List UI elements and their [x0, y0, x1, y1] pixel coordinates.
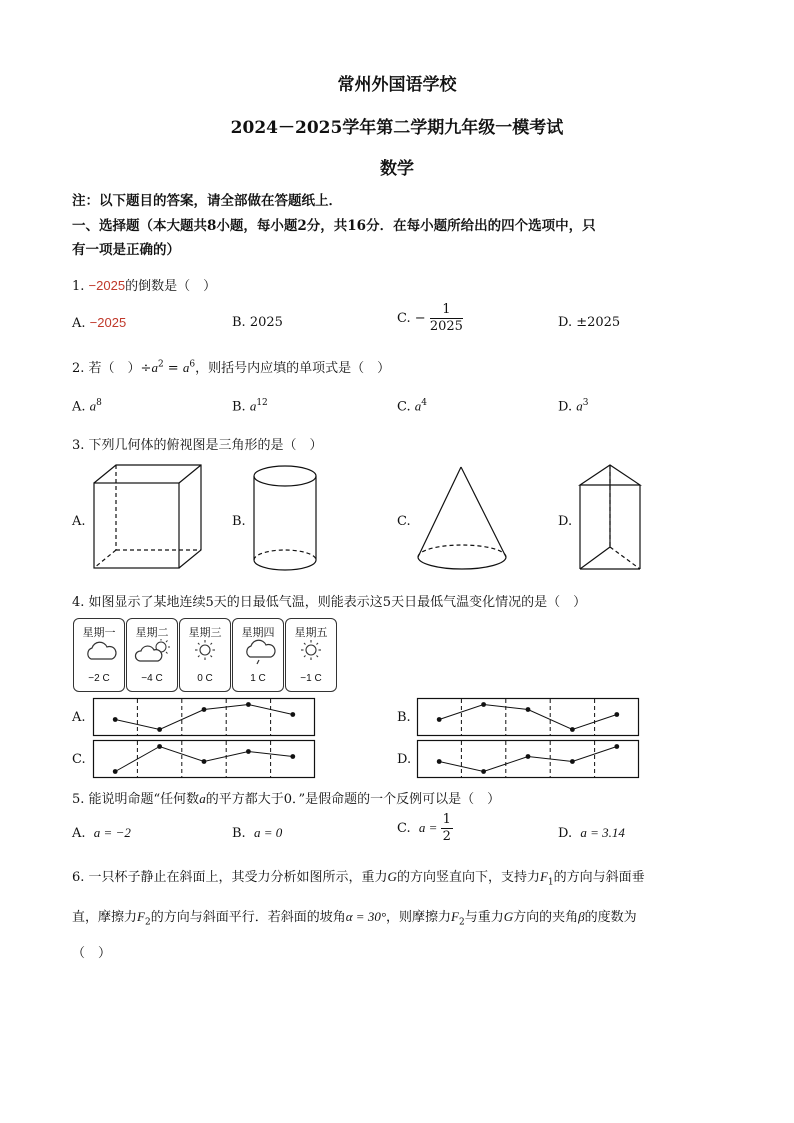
variable: a [151, 360, 158, 375]
temperature-point [246, 702, 251, 707]
denominator: 2025 [429, 319, 463, 334]
option-letter: A. [72, 399, 86, 415]
text: 的方向与斜面垂 [553, 870, 645, 885]
q3-option-b[interactable]: B. [232, 514, 246, 529]
exam-title: 2024－2025学年第二学期九年级一模考试 [230, 118, 564, 138]
text: 方向的夹角 [513, 910, 579, 925]
weekday-label: 星期一 [82, 626, 116, 639]
temperature-point [526, 754, 531, 759]
fraction [441, 812, 453, 845]
option-letter: C. [397, 311, 411, 326]
variable: α = 30° [345, 909, 387, 924]
variable: β [578, 909, 585, 924]
q2-option-b[interactable] [232, 398, 268, 414]
q2-option-a[interactable] [72, 398, 102, 414]
temperature: −4 C [141, 673, 163, 684]
question-4: 4. 如图显示了某地连续5天的日最低气温，则能表示这5天日最低气温变化情况的是（ ） [72, 595, 587, 610]
option-letter: C. [397, 399, 411, 415]
text: 的方向与斜面平行．若斜面的坡角 [150, 910, 346, 925]
weekday-label: 星期四 [241, 626, 275, 639]
temperature-point [437, 717, 442, 722]
school-name: 常州外国语学校 [337, 75, 457, 95]
q3-option-d[interactable]: D. [558, 514, 573, 529]
subscript: 2 [144, 917, 151, 928]
temperature-point [202, 759, 207, 764]
variable: F [539, 869, 548, 884]
notice: 注：以下题目的答案，请全部做在答题纸上． [72, 193, 342, 209]
question-5-stem: 5. 能说明命题“任何数 [72, 792, 200, 807]
q3-option-a[interactable]: A. [72, 514, 86, 529]
sun-icon [296, 639, 330, 663]
cloud-icon [84, 639, 118, 663]
q4-option-d[interactable]: D. [397, 752, 412, 767]
temperature: 0 C [197, 673, 213, 684]
temperature-point [481, 769, 486, 774]
q4-option-c[interactable]: C. [72, 752, 86, 767]
option-letter: A. [72, 826, 86, 841]
partly-sunny-icon [137, 639, 171, 663]
numerator: 1 [442, 812, 451, 827]
q3-option-c[interactable]: C. [397, 514, 411, 529]
option-value: a = −2 [93, 825, 131, 840]
question-2 [72, 357, 390, 376]
question-1-expression: −2025 [88, 278, 126, 293]
q4-option-a[interactable]: A. [72, 710, 86, 725]
temperature-point [113, 769, 118, 774]
variable: a [89, 398, 97, 414]
q4-option-b[interactable]: B. [397, 710, 411, 725]
variable: G [387, 869, 397, 884]
temperature-point [614, 744, 619, 749]
exponent: 8 [96, 398, 102, 408]
variable: F [137, 909, 145, 924]
weather-card-day4 [232, 618, 284, 692]
option-letter: C. [397, 821, 411, 836]
weather-card-day5 [285, 618, 337, 692]
exponent: 2 [157, 359, 164, 370]
option-value: −2025 [89, 315, 127, 330]
option-value: a = 0 [253, 825, 283, 840]
cone-figure [416, 465, 512, 573]
temperature-point [157, 744, 162, 749]
variable: G [503, 909, 514, 924]
chart-frame [94, 699, 315, 736]
temperature-line [439, 747, 617, 772]
text: 6. 一只杯子静止在斜面上，其受力分析如图所示，重力 [72, 870, 388, 885]
option-value: a = 3.14 [580, 825, 625, 840]
temperature: 1 C [250, 673, 266, 684]
fraction [430, 302, 463, 335]
subscript: 2 [458, 917, 465, 928]
question-1 [72, 275, 216, 294]
temperature-point [570, 727, 575, 732]
temperature-point [570, 759, 575, 764]
variable: a [182, 360, 190, 375]
text: 与重力 [464, 910, 504, 925]
question-6-line2 [72, 906, 637, 928]
temperature-point [113, 717, 118, 722]
question-5 [72, 788, 500, 807]
temperature-point [290, 712, 295, 717]
option-letter: D. [558, 399, 573, 415]
q5-option-d[interactable] [558, 825, 625, 841]
subject-title: 数学 [380, 159, 414, 179]
question-6-line1 [72, 866, 645, 888]
q1-option-a[interactable] [72, 315, 126, 331]
cylinder-figure [252, 464, 322, 574]
rain-cloud-icon [243, 639, 277, 667]
variable: a [199, 791, 206, 806]
exponent: 4 [421, 398, 427, 408]
text: 的度数为 [584, 910, 637, 925]
subscript: 1 [547, 877, 554, 888]
temperature-point [614, 712, 619, 717]
sun-icon [190, 639, 224, 663]
q4-line-chart-b[interactable] [417, 698, 639, 736]
weekday-label: 星期二 [135, 626, 169, 639]
question-1-stem: 的倒数是（ ） [125, 279, 217, 294]
question-number: 1. [72, 279, 85, 294]
variable: F [451, 909, 459, 924]
minus-sign: − [414, 311, 426, 326]
option-letter: B. [232, 399, 246, 415]
temperature-point [157, 727, 162, 732]
chart-frame [94, 741, 315, 778]
option-value: a = [418, 820, 441, 835]
temperature-point [290, 754, 295, 759]
section-heading-line1: 一、选择题（本大题共8小题，每小题2分，共16分．在每小题所给出的四个选项中，只 [72, 218, 596, 234]
section-heading-line2: 有一项是正确的） [72, 242, 180, 258]
q1-option-c[interactable] [397, 302, 463, 335]
temperature: −1 C [300, 673, 322, 684]
q4-line-chart-c[interactable] [93, 740, 315, 778]
chart-frame [418, 741, 639, 778]
exponent: 6 [189, 359, 196, 370]
question-5-stem-end: 的平方都大于0．”是假命题的一个反例可以是（ ） [205, 792, 501, 807]
q4-line-chart-d[interactable] [417, 740, 639, 778]
variable: a [576, 398, 583, 414]
text: 的方向竖直向下，支持力 [396, 870, 540, 885]
weekday-label: 星期三 [188, 626, 222, 639]
equals: = [163, 361, 183, 376]
q1-option-b[interactable]: B. 2025 [232, 315, 283, 330]
cube-figure [92, 463, 212, 575]
q5-option-a[interactable] [72, 825, 131, 841]
text: ，则摩擦力 [386, 910, 452, 925]
triangular-prism-figure [578, 463, 648, 575]
weather-card-day1 [73, 618, 125, 692]
temperature-line [115, 747, 293, 772]
temperature-point [526, 707, 531, 712]
temperature-point [202, 707, 207, 712]
variable: a [414, 398, 422, 414]
temperature: −2 C [88, 673, 110, 684]
weather-card-day2 [126, 618, 178, 692]
q1-option-d[interactable]: D. ±2025 [558, 315, 621, 330]
option-letter: B. [232, 826, 246, 841]
q2-option-d[interactable] [558, 398, 588, 414]
question-2-suffix: ，则括号内应填的单项式是（ ） [195, 361, 391, 376]
question-2-prefix: 2. 若（ ）÷ [72, 361, 152, 376]
text: 直，摩擦力 [72, 910, 138, 925]
numerator: 1 [430, 302, 463, 319]
q2-option-c[interactable] [397, 398, 427, 414]
temperature-point [481, 702, 486, 707]
question-6-line3: （ ） [72, 946, 112, 961]
denominator: 2 [442, 829, 451, 844]
q4-line-chart-a[interactable] [93, 698, 315, 736]
temperature-point [246, 749, 251, 754]
temperature-point [437, 759, 442, 764]
chart-frame [418, 699, 639, 736]
weather-card-day3 [179, 618, 231, 692]
option-letter: A. [72, 316, 86, 331]
variable: a [249, 398, 257, 414]
option-letter: D. [558, 826, 573, 841]
q5-option-b[interactable] [232, 825, 282, 841]
q5-option-c[interactable] [397, 812, 453, 845]
exponent: 3 [582, 398, 589, 408]
exponent: 12 [256, 398, 268, 408]
question-3: 3. 下列几何体的俯视图是三角形的是（ ） [72, 438, 323, 453]
weekday-label: 星期五 [294, 626, 328, 639]
